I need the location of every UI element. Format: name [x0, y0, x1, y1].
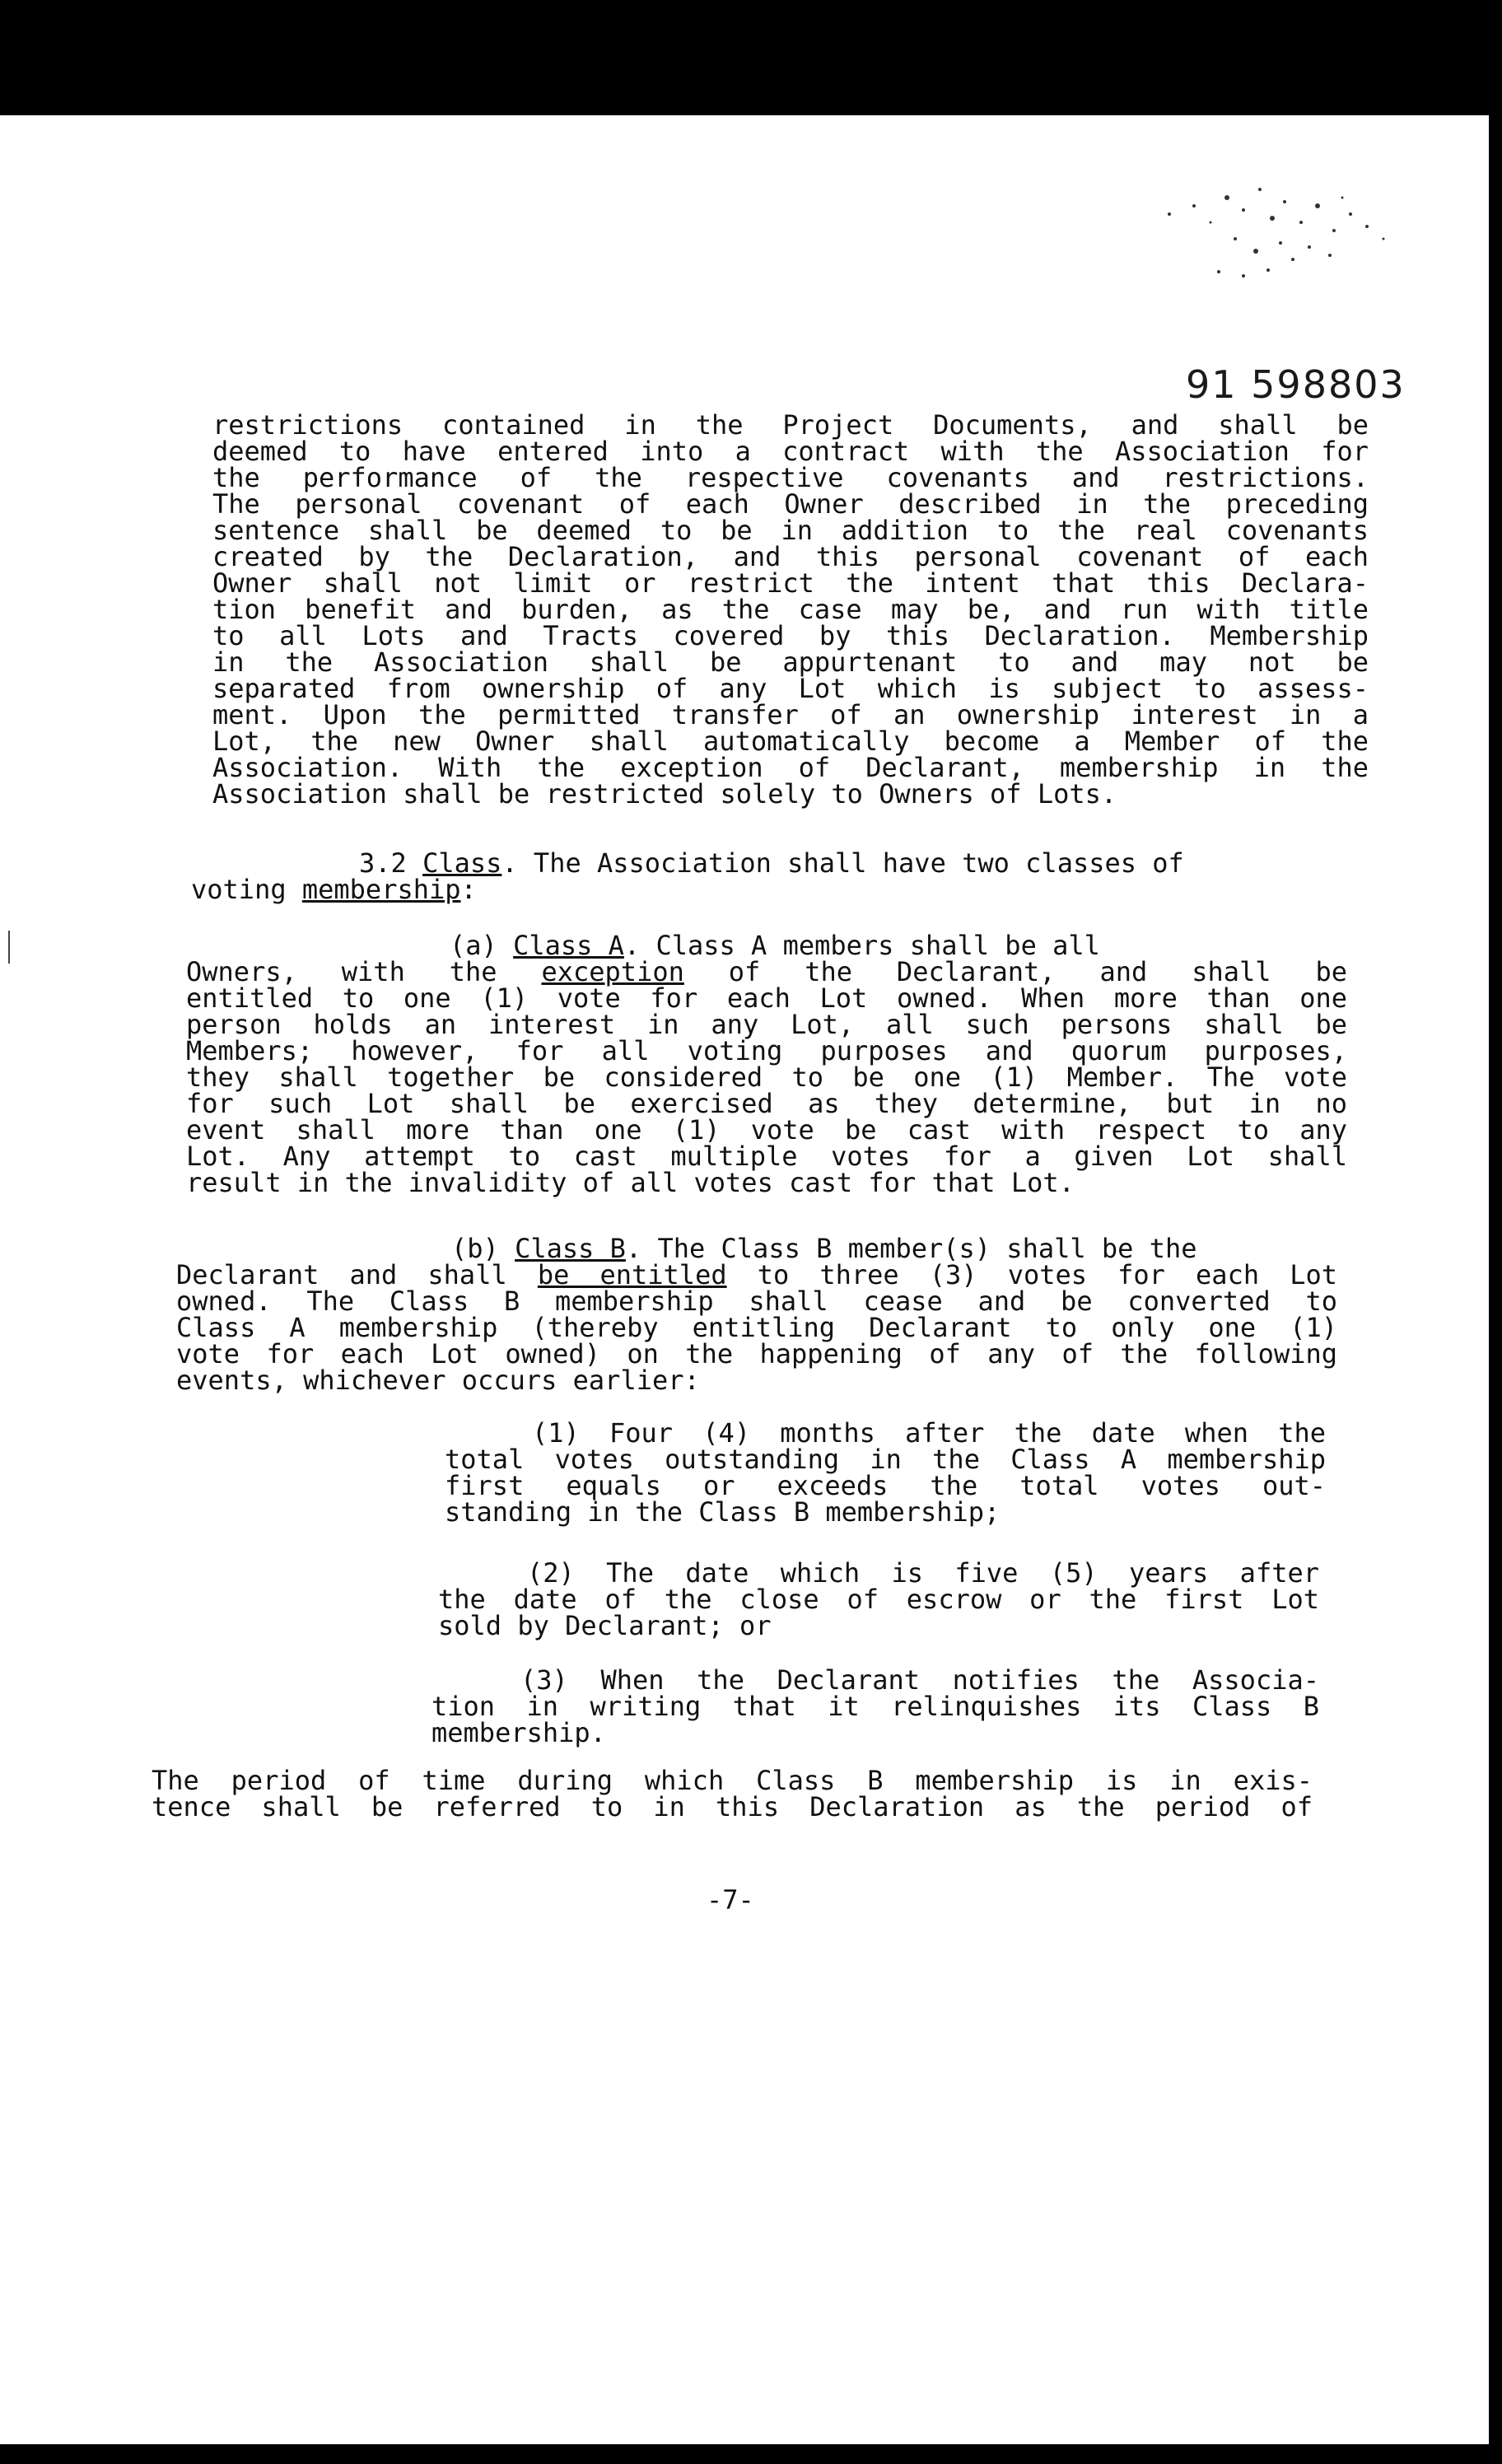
text-line: deemed to have entered into a contract with the Association for [212, 436, 1369, 467]
class-a-text: of the Declarant, and shall be [683, 956, 1347, 987]
text-line: to all Lots and Tracts covered by this Declaration. Membership [212, 620, 1369, 651]
class-b-line-1 [176, 1235, 1337, 1262]
text-line: tence shall be referred to in this Declaration as the period of [152, 1791, 1313, 1822]
text-line: Owner shall not limit or restrict the intent that this Declara- [212, 567, 1369, 599]
section-text: : [460, 874, 477, 905]
text-line: the date of the close of escrow or the first Lot [438, 1584, 1319, 1615]
class-a-line-1 [186, 932, 1347, 959]
scan-noise-speckles [1136, 173, 1400, 288]
scan-artifact-mark [8, 931, 10, 964]
class-a-line-2 [186, 956, 1347, 987]
text-line: Lot, the new Owner shall automatically become a Member of the [212, 726, 1369, 757]
class-a-heading: Class A [513, 930, 624, 961]
class-a-paragraph [186, 932, 1347, 1196]
section-3-2 [191, 847, 1352, 905]
text-line: sold by Declarant; or [438, 1610, 772, 1641]
class-b-paragraph [176, 1233, 1338, 1396]
text-line: (3) When the Declarant notifies the Associa- [520, 1664, 1319, 1696]
class-b-text: Declarant and shall [176, 1259, 538, 1290]
event-2 [438, 1557, 1319, 1641]
text-line: (1) Four (4) months after the date when the [532, 1417, 1326, 1449]
section-text: . The Association shall have two classes of [501, 847, 1184, 879]
text-line: Association. With the exception of Declarant, membership in the [212, 752, 1369, 783]
text-line: event shall more than one (1) vote be cast with respect to any [186, 1114, 1347, 1146]
class-b-heading: Class B [515, 1233, 626, 1264]
text-line: created by the Declaration, and this personal covenant of each [212, 541, 1369, 572]
intro-paragraph [212, 409, 1369, 810]
scan-border-top [0, 0, 1502, 115]
document-number: 91 598803 [1186, 362, 1406, 407]
text-line: membership. [431, 1717, 606, 1748]
subsection-label: (a) [450, 930, 497, 961]
text-line: ment. Upon the permitted transfer of an ownership interest in a [212, 699, 1369, 730]
text-line: entitled to one (1) vote for each Lot owned. When more than one [186, 982, 1347, 1014]
text-line: person holds an interest in any Lot, all such persons shall be [186, 1009, 1347, 1040]
class-b-line-2 [176, 1259, 1338, 1290]
section-heading: Class [422, 847, 502, 879]
text-line: they shall together be considered to be one (1) Member. The vote [186, 1062, 1347, 1093]
underlined-word: exception [541, 956, 684, 987]
underlined-word: be entitled [537, 1259, 727, 1290]
text-line: total votes outstanding in the Class A membership [445, 1444, 1326, 1475]
section-text: voting [191, 874, 302, 905]
subsection-label: (b) [451, 1233, 499, 1264]
text-line: separated from ownership of any Lot which is subject to assess- [212, 673, 1369, 704]
text-line: The personal covenant of each Owner described in the preceding [212, 488, 1369, 520]
closing-paragraph [152, 1767, 1313, 1820]
text-line: (2) The date which is five (5) years after [527, 1557, 1319, 1589]
class-a-text: Owners, with the [186, 956, 542, 987]
text-line: standing in the Class B membership; [445, 1496, 1001, 1528]
text-line: events, whichever occurs earlier: [176, 1365, 700, 1396]
class-b-text: . The Class B member(s) shall be the [625, 1233, 1197, 1264]
event-3 [431, 1664, 1319, 1748]
text-line: tion benefit and burden, as the case may be, and run with title [212, 594, 1369, 625]
class-b-text: to three (3) votes for each Lot [726, 1259, 1338, 1290]
section-3-2-line-2 [191, 876, 1352, 903]
text-line: The period of time during which Class B membership is in exis- [152, 1765, 1313, 1796]
section-3-2-line-1 [191, 847, 1352, 879]
text-line: the performance of the respective covenants and restrictions. [212, 462, 1369, 493]
text-line: owned. The Class B membership shall cease and be converted to [176, 1286, 1337, 1317]
scan-border-bottom [0, 2444, 1502, 2464]
text-line: in the Association shall be appurtenant to and may not be [212, 646, 1369, 678]
text-line: for such Lot shall be exercised as they determine, but in no [186, 1088, 1347, 1119]
text-line: sentence shall be deemed to be in addition to the real covenants [212, 515, 1369, 546]
text-line: Lot. Any attempt to cast multiple votes for a given Lot shall [186, 1141, 1347, 1172]
text-line: vote for each Lot owned) on the happening of any of the following [176, 1338, 1337, 1370]
text-line: Class A membership (thereby entitling Declarant to only one (1) [176, 1312, 1337, 1343]
scan-border-right [1489, 0, 1502, 2464]
event-1 [445, 1417, 1326, 1528]
section-number: 3.2 [359, 847, 407, 879]
class-a-text: . Class A members shall be all [623, 930, 1100, 961]
text-line: tion in writing that it relinquishes its Class B [431, 1691, 1319, 1722]
text-line: result in the invalidity of all votes cast for that Lot. [186, 1167, 1075, 1198]
text-line: restrictions contained in the Project Documents, and shall be [212, 409, 1369, 441]
text-line: Members; however, for all voting purposes and quorum purposes, [186, 1035, 1347, 1066]
text-line: first equals or exceeds the total votes out- [445, 1470, 1326, 1501]
underlined-word: membership [301, 874, 461, 905]
text-line: Association shall be restricted solely to Owners of Lots. [212, 778, 1117, 810]
page-number: -7- [707, 1884, 754, 1916]
